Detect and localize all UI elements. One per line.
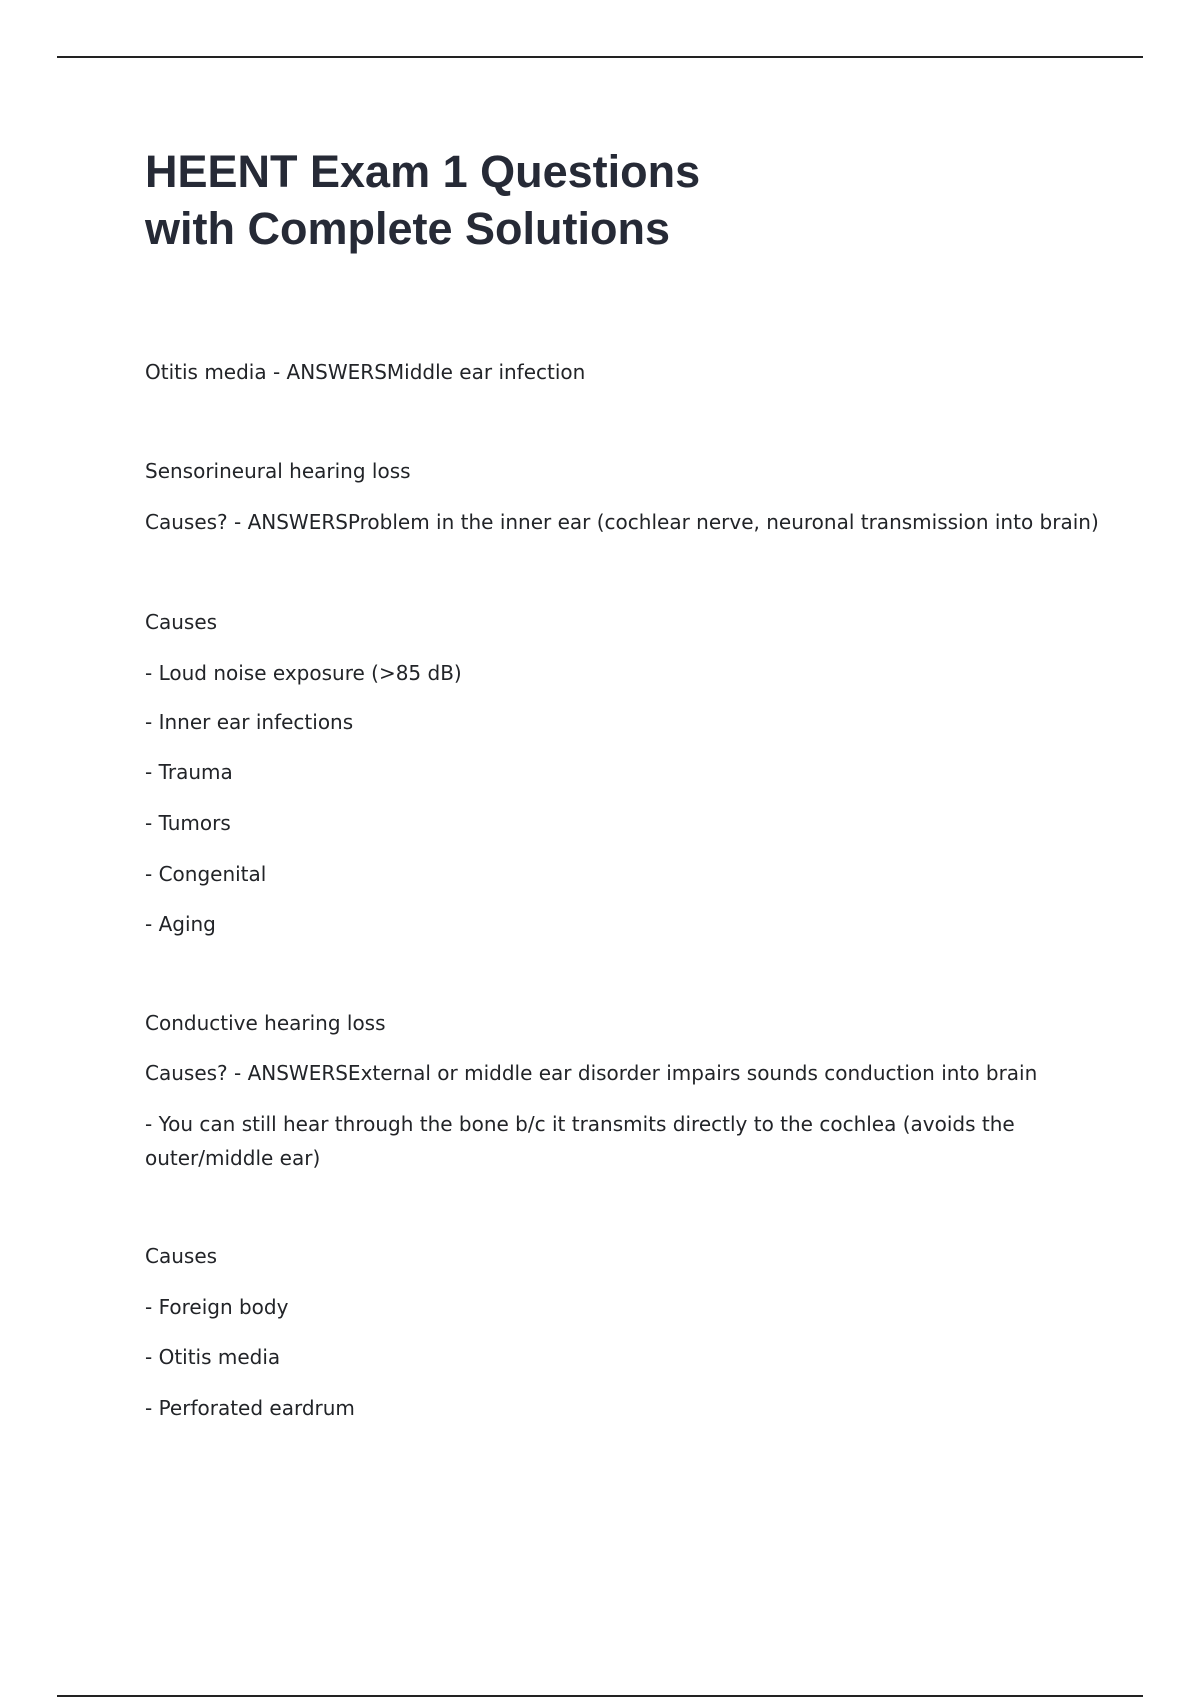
list-item: - Loud noise exposure (>85 dB): [145, 661, 462, 685]
conductive-note: - You can still hear through the bone b/c it transmits directly to the cochlea (avoids the outer/middle ear): [145, 1112, 1015, 1170]
list-item: - Foreign body: [145, 1295, 289, 1319]
causes-heading: Causes: [145, 1244, 218, 1268]
list-item: - Aging: [145, 912, 216, 936]
bottom-rule: [57, 1695, 1143, 1697]
list-item: - Otitis media: [145, 1345, 281, 1369]
causes-heading: Causes: [145, 610, 218, 634]
answer-conductive-causes: Causes? - ANSWERSExternal or middle ear disorder impairs sounds conduction into brain: [145, 1061, 1038, 1085]
term-conductive-hearing-loss: Conductive hearing loss: [145, 1011, 386, 1035]
answer-sensorineural-causes: Causes? - ANSWERSProblem in the inner ear (cochlear nerve, neuronal transmission into brain): [145, 510, 1099, 534]
term-sensorineural-hearing-loss: Sensorineural hearing loss: [145, 459, 411, 483]
list-item: - Inner ear infections: [145, 710, 354, 734]
qa-otitis-media: Otitis media - ANSWERSMiddle ear infection: [145, 360, 586, 384]
list-item: - Perforated eardrum: [145, 1396, 355, 1420]
list-item: - Congenital: [145, 862, 267, 886]
top-rule: [57, 56, 1143, 58]
list-item: - Tumors: [145, 811, 231, 835]
document-title: HEENT Exam 1 Questions with Complete Solutions: [145, 146, 701, 254]
list-item: - Trauma: [145, 760, 233, 784]
